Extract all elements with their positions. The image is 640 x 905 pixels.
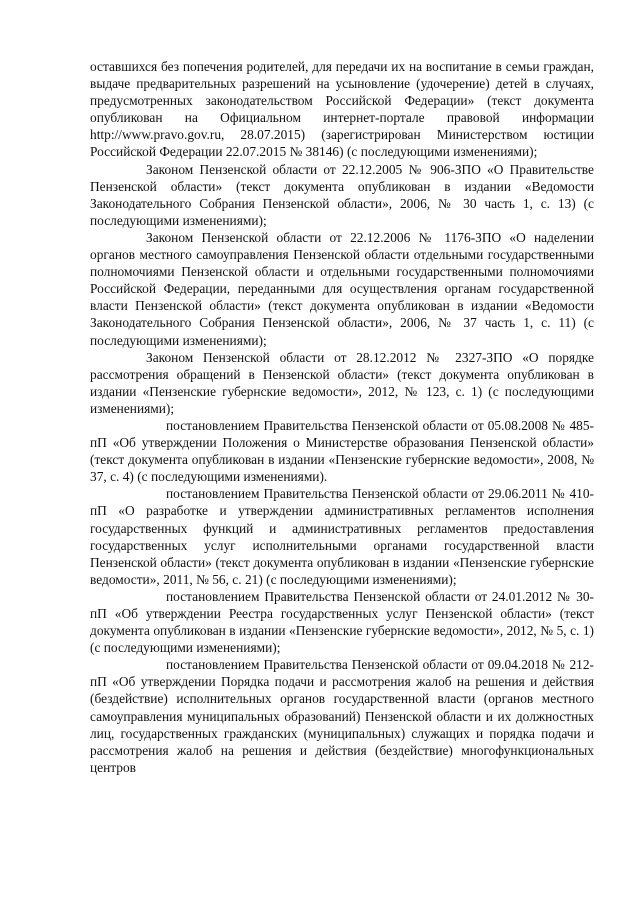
- paragraph-law-2327: Законом Пензенской области от 28.12.2012 № 2327-ЗПО «О порядке рассмотрения обращений в Пензенской области» (текст документа опубликован в издании «Пензенские губернские ведомости», 2012, № 123, с. 1) (с последующими изменениями);: [90, 349, 594, 416]
- paragraph-continuation: оставшихся без попечения родителей, для передачи их на воспитание в семьи граждан, выдаче предварительных разрешений на усыновление (удочерение) детей в случаях, предусмотренных законодательством Российской Федерации» (текст документа опубликован на Официальном интернет-портале правовой информации http://www.pravo.gov.ru, 28.07.2015) (зарегистрирован Министерством юстиции Российской Федерации 22.07.2015 № 38146) (с последующими изменениями);: [90, 59, 594, 160]
- paragraph-law-906: Законом Пензенской области от 22.12.2005 № 906-ЗПО «О Правительстве Пензенской области» (текст документа опубликован в издании «Ведомости Законодательного Собрания Пензенской области», 2006, № 30 часть 1, с. 13) (с последующими изменениями);: [90, 161, 594, 228]
- paragraph-resolution-212: постановлением Правительства Пензенской области от 09.04.2018 № 212-пП «Об утверждении Порядка подачи и рассмотрения жалоб на решения и действия (бездействие) исполнительных органов государственной власти (органов местного самоуправления муниципальных образований) Пензенской области и их должностных лиц, государственных гражданских (муниципальных) служащих и порядка подачи и рассмотрения жалоб на решения и действия (бездействие) многофункциональных центров: [90, 657, 594, 775]
- paragraph-resolution-30: постановлением Правительства Пензенской области от 24.01.2012 № 30-пП «Об утверждении Реестра государственных услуг Пензенской области» (текст документа опубликован в издании «Пензенские губернские ведомости», 2012, № 5, с. 1) (с последующими изменениями);: [90, 588, 594, 656]
- paragraph-resolution-410: постановлением Правительства Пензенской области от 29.06.2011 № 410-пП «О разработке и утверждении административных регламентов исполнения государственных функций и административных регламентов предоставления государственных услуг исполнительными органами государственной власти Пензенской области» (текст документа опубликован в издании «Пензенские губернские ведомости», 2011, № 56, с. 21) (с последующими изменениями);: [90, 486, 594, 587]
- paragraph-law-1176: Законом Пензенской области от 22.12.2006 № 1176-ЗПО «О наделении органов местного самоуправления Пензенской области отдельными государственными полномочиями Пензенской области и отдельными государственными полномочиями Российской Федерации, переданными для осуществления органам государственной власти Пензенской области» (текст документа опубликован в издании «Ведомости Законодательного Собрания Пензенской области», 2006, № 37 часть 1, с. 11) (с последующими изменениями);: [90, 229, 594, 348]
- paragraph-resolution-485: постановлением Правительства Пензенской области от 05.08.2008 № 485-пП «Об утверждении Положения о Министерстве образования Пензенской области» (текст документа опубликован в издании «Пензенские губернские ведомости», 2008, № 37, с. 4) (с последующими изменениями).: [90, 417, 594, 485]
